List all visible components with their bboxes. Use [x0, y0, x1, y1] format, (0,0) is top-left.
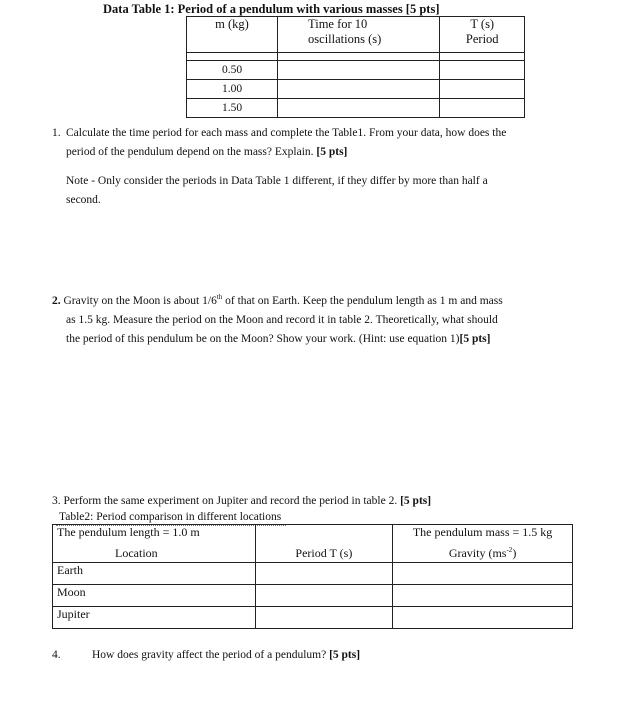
- question-1-points: [5 pts]: [316, 146, 348, 158]
- table-row: [187, 80, 525, 99]
- mass-cell: 1.00: [187, 80, 278, 99]
- question-1-number: 1.: [52, 127, 61, 139]
- question-2: [52, 292, 572, 349]
- period-cell[interactable]: [440, 61, 525, 80]
- data-table-1: [186, 16, 525, 118]
- table1-title: Data Table 1: Period of a pendulum with various masses [5 pts]: [103, 2, 440, 16]
- note: [66, 172, 572, 210]
- question-2-line2: as 1.5 kg. Measure the period on the Moon and record it in table 2. Theoretically, what should: [66, 314, 498, 326]
- question-4-points: [5 pts]: [329, 649, 361, 661]
- location-cell: Moon: [53, 585, 256, 607]
- period-cell[interactable]: [255, 607, 393, 629]
- mass-cell: 0.50: [187, 61, 278, 80]
- question-2-line1b: of that on Earth. Keep the pendulum length as 1 m and mass: [222, 295, 503, 307]
- note-line1: Note - Only consider the periods in Data Table 1 different, if they differ by more than half a: [66, 175, 488, 187]
- period-cell[interactable]: [440, 80, 525, 99]
- period-cell[interactable]: [440, 99, 525, 118]
- pendulum-length-label: The pendulum length = 1.0 m: [53, 525, 256, 547]
- location-header: Location: [53, 546, 256, 563]
- location-cell: Jupiter: [53, 607, 256, 629]
- location-cell: Earth: [53, 563, 256, 585]
- period-cell[interactable]: [255, 563, 393, 585]
- question-3: [52, 492, 572, 511]
- question-1-line1: Calculate the time period for each mass and complete the Table1. From your data, how does the: [66, 127, 507, 139]
- question-4: [52, 649, 360, 661]
- period-cell[interactable]: [255, 585, 393, 607]
- table1-header-row: [187, 17, 525, 53]
- gravity-cell[interactable]: [393, 585, 573, 607]
- table-row: [187, 99, 525, 118]
- blank-header-cell: [255, 525, 393, 547]
- time-header: Time for 10 oscillations (s): [278, 17, 440, 53]
- question-2-number: 2.: [52, 295, 61, 307]
- question-2-sup: th: [216, 293, 223, 302]
- note-line2: second.: [66, 194, 101, 206]
- table2-caption: Table2: Period comparison in different locations: [59, 511, 282, 523]
- data-table-2: [52, 524, 573, 629]
- time-cell[interactable]: [278, 80, 440, 99]
- gravity-cell[interactable]: [393, 607, 573, 629]
- table2-setup-row: [53, 525, 573, 547]
- question-2-line1a: Gravity on the Moon is about 1/6: [63, 295, 217, 307]
- mass-cell: 1.50: [187, 99, 278, 118]
- table-row: [53, 585, 573, 607]
- gravity-cell[interactable]: [393, 563, 573, 585]
- question-2-points: [5 pts]: [459, 333, 491, 345]
- time-cell[interactable]: [278, 99, 440, 118]
- question-4-number: 4.: [52, 649, 61, 661]
- question-1-line2: period of the pendulum depend on the mass? Explain.: [66, 146, 314, 158]
- time-cell[interactable]: [278, 61, 440, 80]
- table-row: [53, 563, 573, 585]
- question-3-text: 3. Perform the same experiment on Jupiter and record the period in table 2.: [52, 495, 398, 507]
- gravity-header: Gravity $(ms^{-2})$: [393, 546, 573, 563]
- mass-header: m (kg): [187, 17, 278, 53]
- pendulum-mass-label: The pendulum mass = 1.5 kg: [393, 525, 573, 547]
- question-2-line3: the period of this pendulum be on the Moon? Show your work. (Hint: use equation 1): [66, 333, 460, 345]
- table1-blank-row: [187, 53, 525, 61]
- table2-header-row: [53, 546, 573, 563]
- period-header: Period T (s): [255, 546, 393, 563]
- question-4-text: How does gravity affect the period of a pendulum?: [92, 649, 327, 661]
- table-row: [53, 607, 573, 629]
- period-header: T (s) Period: [440, 17, 525, 53]
- table-row: [187, 61, 525, 80]
- question-1: [52, 124, 572, 162]
- question-3-points: [5 pts]: [400, 495, 432, 507]
